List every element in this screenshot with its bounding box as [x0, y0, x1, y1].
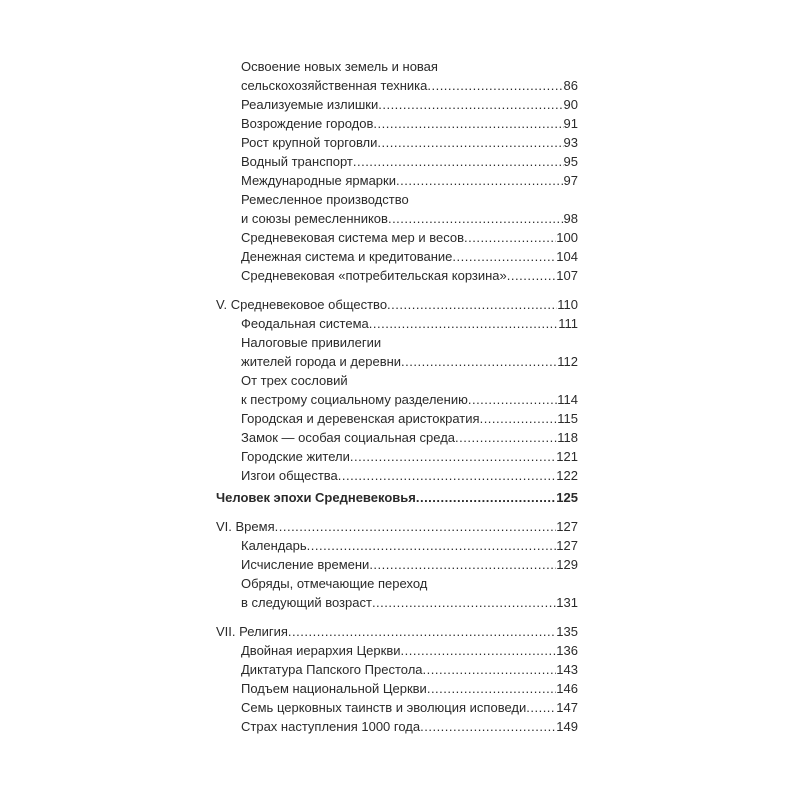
toc-entry-title: Средневековая «потребительская корзина» — [241, 268, 507, 283]
toc-page-number: 91 — [563, 116, 578, 131]
toc-entry-line — [216, 698, 578, 717]
toc-page-number: 107 — [556, 268, 578, 283]
toc-section — [216, 488, 578, 507]
toc-entry[interactable] — [216, 247, 578, 266]
toc-section — [216, 517, 578, 612]
dot-leader — [275, 517, 557, 536]
toc-entry-line — [216, 517, 578, 536]
toc-entry-title: Городские жители — [241, 449, 350, 464]
toc-page-number: 100 — [556, 230, 578, 245]
toc-entry[interactable] — [216, 428, 578, 447]
toc-entry-line — [216, 95, 578, 114]
toc-entry-title: Семь церковных таинств и эволюция исповеди — [241, 700, 527, 715]
toc-entry-title: Подъем национальной Церкви — [241, 681, 427, 696]
dot-leader — [373, 114, 563, 133]
toc-page-number: 143 — [556, 662, 578, 677]
toc-entry[interactable] — [216, 679, 578, 698]
toc-entry[interactable] — [216, 133, 578, 152]
toc-entry-line — [216, 209, 578, 228]
toc-page-number: 118 — [557, 430, 578, 445]
toc-entry-line — [216, 228, 578, 247]
dot-leader — [401, 641, 557, 660]
toc-entry-title: Ремесленное производство — [241, 192, 409, 207]
toc-entry[interactable] — [216, 641, 578, 660]
dot-leader — [377, 133, 563, 152]
toc-entry-title: Городская и деревенская аристократия — [241, 411, 480, 426]
toc-entry[interactable] — [216, 190, 578, 228]
toc-entry-line — [216, 717, 578, 736]
toc-entry-line — [216, 660, 578, 679]
toc-entry[interactable] — [216, 295, 578, 314]
dot-leader — [350, 447, 556, 466]
toc-entry-line — [216, 447, 578, 466]
dot-leader — [507, 266, 557, 285]
toc-entry-line — [216, 679, 578, 698]
toc-page-number: 114 — [557, 392, 578, 407]
toc-entry-line — [216, 488, 578, 507]
toc-entry[interactable] — [216, 228, 578, 247]
dot-leader — [378, 95, 563, 114]
toc-entry[interactable] — [216, 466, 578, 485]
toc-page-number: 111 — [558, 316, 578, 331]
toc-entry-line — [216, 190, 578, 209]
toc-page-number: 90 — [563, 97, 578, 112]
toc-page-number: 95 — [563, 154, 578, 169]
toc-entry-title: Возрождение городов — [241, 116, 374, 131]
toc-page-number: 127 — [556, 538, 578, 553]
toc-page-number: 97 — [563, 173, 578, 188]
toc-entry-line — [216, 133, 578, 152]
dot-leader — [420, 717, 556, 736]
dot-leader — [401, 352, 557, 371]
toc-entry-title: Феодальная система — [241, 316, 369, 331]
dot-leader — [307, 536, 557, 555]
toc-entry-title: Международные ярмарки — [241, 173, 396, 188]
toc-page-number: 115 — [557, 411, 578, 426]
toc-entry[interactable] — [216, 517, 578, 536]
toc-entry-title: жителей города и деревни — [241, 354, 402, 369]
dot-leader — [387, 295, 557, 314]
toc-entry-line — [216, 641, 578, 660]
toc-entry-title: VII. Религия — [216, 624, 288, 639]
toc-entry-line — [216, 152, 578, 171]
toc-entry-title: Обряды, отмечающие переход — [241, 576, 428, 591]
toc-page-number: 98 — [563, 211, 578, 226]
toc-entry-line — [216, 371, 578, 390]
toc-entry[interactable] — [216, 536, 578, 555]
toc-page-number: 104 — [556, 249, 578, 264]
toc-entry-line — [216, 114, 578, 133]
toc-entry-title: Освоение новых земель и новая — [241, 59, 438, 74]
toc-entry-title: Рост крупной торговли — [241, 135, 378, 150]
toc-entry[interactable] — [216, 57, 578, 95]
toc-entry-title: От трех сословий — [241, 373, 348, 388]
toc-entry-title: Календарь — [241, 538, 307, 553]
toc-entry-title: Реализуемые излишки — [241, 97, 379, 112]
toc-entry-title: Средневековая система мер и весов — [241, 230, 464, 245]
toc-page-number: 136 — [556, 643, 578, 658]
dot-leader — [288, 622, 556, 641]
dot-leader — [396, 171, 564, 190]
toc-entry-title: Двойная иерархия Церкви — [241, 643, 401, 658]
toc-entry[interactable] — [216, 371, 578, 409]
toc-entry-title: Исчисление времени — [241, 557, 370, 572]
toc-page-number: 112 — [557, 354, 578, 369]
toc-entry-line — [216, 171, 578, 190]
toc-entry-title: VI. Время — [216, 519, 275, 534]
dot-leader — [388, 209, 564, 228]
toc-entry-title: Денежная система и кредитование — [241, 249, 453, 264]
toc-entry-title: и союзы ремесленников — [241, 211, 388, 226]
toc-entry[interactable] — [216, 409, 578, 428]
toc-entry[interactable] — [216, 447, 578, 466]
toc-page-number: 121 — [556, 449, 578, 464]
toc-entry[interactable] — [216, 622, 578, 641]
toc-section — [216, 57, 578, 285]
toc-page-number: 122 — [556, 468, 578, 483]
toc-entry-title: V. Средневековое общество — [216, 297, 388, 312]
toc-entry-line — [216, 409, 578, 428]
dot-leader — [427, 76, 563, 95]
toc-entry-title: Водный транспорт — [241, 154, 353, 169]
toc-entry-title: Налоговые привилегии — [241, 335, 382, 350]
toc-entry-title: Страх наступления 1000 года — [241, 719, 421, 734]
toc-page-number: 125 — [556, 490, 578, 505]
toc-entry-line — [216, 76, 578, 95]
dot-leader — [423, 660, 557, 679]
toc-entry[interactable] — [216, 333, 578, 371]
toc-entry-line — [216, 466, 578, 485]
toc-page-number: 86 — [563, 78, 578, 93]
dot-leader — [455, 428, 557, 447]
dot-leader — [369, 555, 556, 574]
toc-entry-title: Человек эпохи Средневековья — [216, 490, 416, 505]
toc-entry[interactable] — [216, 717, 578, 736]
dot-leader — [464, 228, 556, 247]
toc-entry[interactable] — [216, 152, 578, 171]
toc-entry-line — [216, 295, 578, 314]
dot-leader — [369, 314, 558, 333]
dot-leader — [427, 679, 556, 698]
toc-entry-line — [216, 593, 578, 612]
toc-entry-line — [216, 428, 578, 447]
toc-entry-title: в следующий возраст — [241, 595, 372, 610]
dot-leader — [452, 247, 556, 266]
toc-entry-line — [216, 555, 578, 574]
toc-page-number: 93 — [563, 135, 578, 150]
toc-page-number: 127 — [556, 519, 578, 534]
toc-entry-line — [216, 536, 578, 555]
table-of-contents — [216, 57, 578, 736]
toc-page-number: 146 — [556, 681, 578, 696]
toc-entry[interactable] — [216, 488, 578, 507]
toc-entry[interactable] — [216, 555, 578, 574]
toc-page-number: 147 — [556, 700, 578, 715]
dot-leader — [372, 593, 556, 612]
toc-page-number: 135 — [556, 624, 578, 639]
toc-entry-title: сельскохозяйственная техника — [241, 78, 428, 93]
toc-entry-line — [216, 247, 578, 266]
toc-entry[interactable] — [216, 95, 578, 114]
toc-entry[interactable] — [216, 660, 578, 679]
toc-page-number: 129 — [556, 557, 578, 572]
dot-leader — [468, 390, 557, 409]
toc-entry[interactable] — [216, 266, 578, 285]
toc-entry-line — [216, 622, 578, 641]
toc-entry-line — [216, 574, 578, 593]
toc-entry-title: к пестрому социальному разделению — [241, 392, 468, 407]
toc-section — [216, 622, 578, 736]
toc-entry-line — [216, 352, 578, 371]
toc-entry[interactable] — [216, 314, 578, 333]
dot-leader — [353, 152, 564, 171]
toc-entry[interactable] — [216, 574, 578, 612]
toc-page-number: 149 — [556, 719, 578, 734]
toc-entry-line — [216, 57, 578, 76]
dot-leader — [338, 466, 557, 485]
toc-entry-line — [216, 314, 578, 333]
toc-entry-line — [216, 333, 578, 352]
toc-entry-line — [216, 266, 578, 285]
toc-entry[interactable] — [216, 171, 578, 190]
toc-page-number: 131 — [556, 595, 578, 610]
toc-entry-title: Изгои общества — [241, 468, 338, 483]
toc-entry-line — [216, 390, 578, 409]
toc-section — [216, 295, 578, 485]
toc-entry-title: Диктатура Папского Престола — [241, 662, 423, 677]
dot-leader — [526, 698, 556, 717]
toc-entry-title: Замок — особая социальная среда — [241, 430, 456, 445]
dot-leader — [416, 488, 556, 507]
toc-entry[interactable] — [216, 698, 578, 717]
toc-entry[interactable] — [216, 114, 578, 133]
toc-page-number: 110 — [557, 297, 578, 312]
dot-leader — [480, 409, 558, 428]
